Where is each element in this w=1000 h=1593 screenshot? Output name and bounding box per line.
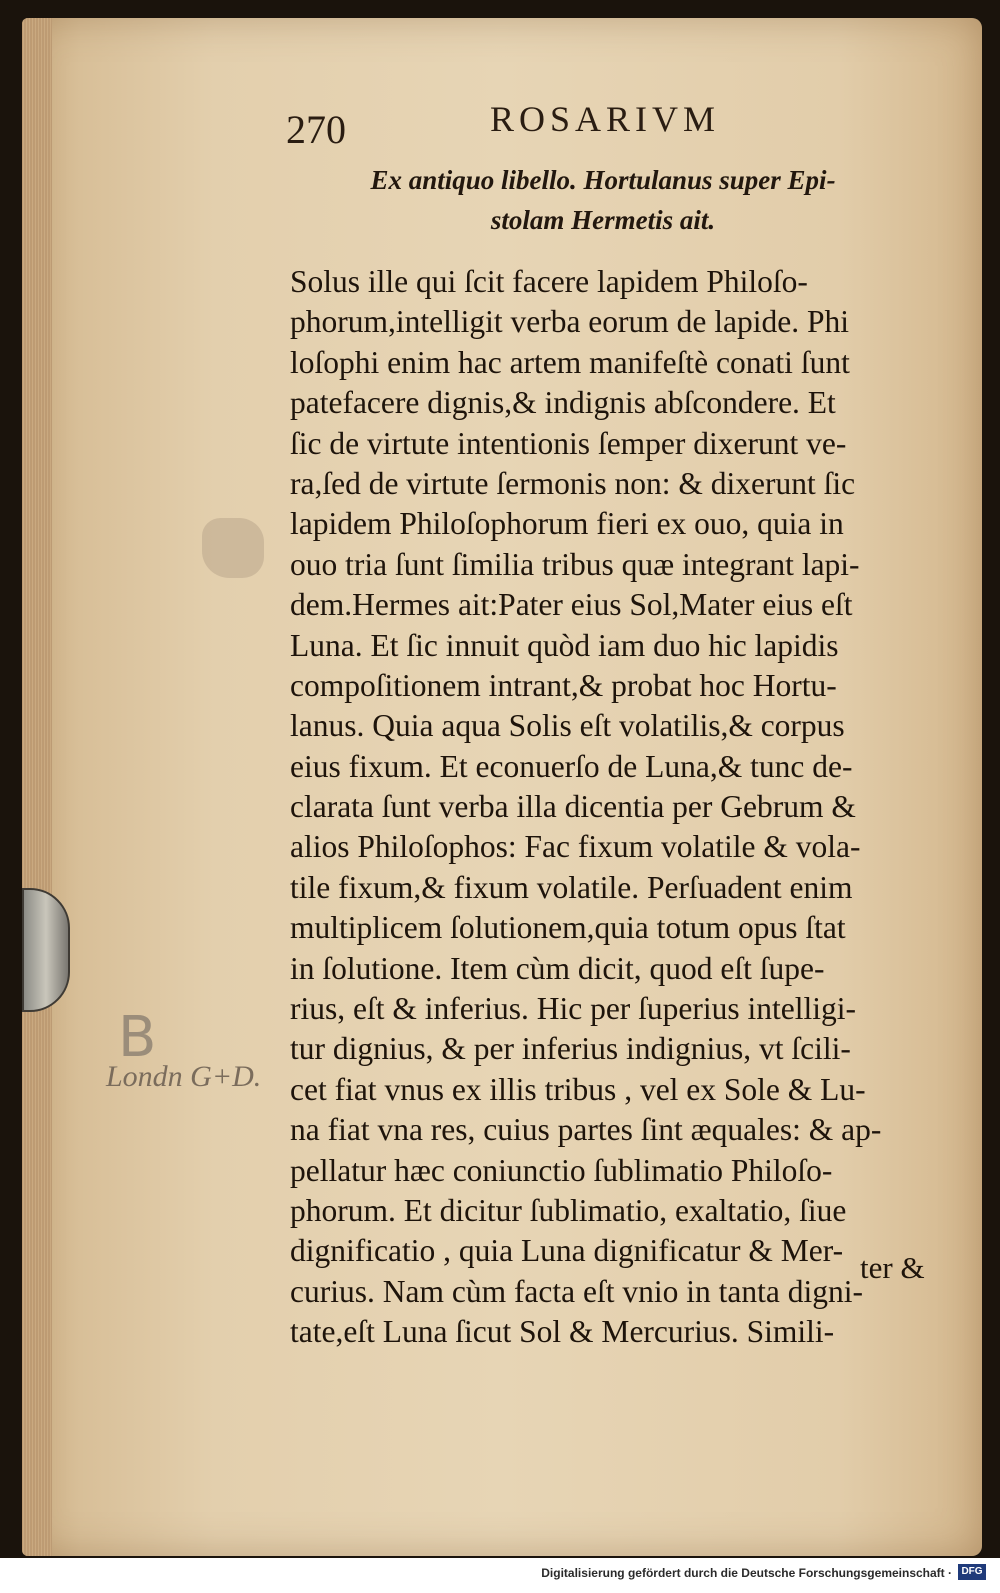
heading-line: stolam Hermetis ait. [490, 205, 716, 235]
text-line: tur dignius, & per inferius indignius, vt ſcili- [290, 1031, 851, 1067]
text-line: tile fixum,& fixum volatile. Perſuadent enim [290, 869, 853, 905]
marginal-mark: B [118, 1005, 157, 1070]
catchword: ter & [860, 1250, 925, 1285]
section-heading [318, 160, 888, 240]
book-clasp [22, 888, 70, 1012]
text-line: patefacere dignis,& indignis abſcondere. Et [290, 385, 836, 421]
text-line: cet fiat vnus ex illis tribus , vel ex Sole & Lu- [290, 1071, 866, 1107]
page-edges [22, 18, 52, 1556]
text-line: Luna. Et ſic innuit quòd iam duo hic lapidis [290, 627, 839, 663]
text-line: curius. Nam cùm facta eſt vnio in tanta digni- [290, 1273, 863, 1309]
text-line: rius, eſt & inferius. Hic per ſuperius intelligi- [290, 991, 857, 1027]
text-line: phorum,intelligit verba eorum de lapide. Phi [290, 304, 850, 340]
text-line: ra,ſed de virtute ſermonis non: & dixerunt ſic [290, 465, 856, 501]
text-line: pellatur hæc coniunctio ſublimatio Philoſo- [290, 1152, 833, 1188]
text-line: lanus. Quia aqua Solis eſt volatilis,& corpus [290, 708, 845, 744]
footer-credit: Digitalisierung gefördert durch die Deutsche Forschungsgemeinschaft · [541, 1566, 952, 1580]
text-line: Solus ille qui ſcit facere lapidem Philoſo- [290, 264, 808, 299]
text-line: clarata ſunt verba illa dicentia per Gebrum & [290, 789, 856, 825]
running-head: ROSARIVM [490, 99, 721, 139]
text-line: ouo tria ſunt ſimilia tribus quæ integrant lapi- [290, 546, 860, 582]
text-line: eius fixum. Et econuerſo de Luna,& tunc de- [290, 748, 853, 784]
text-line: tate,eſt Luna ſicut Sol & Mercurius. Simili- [290, 1314, 835, 1350]
text-line: alios Philoſophos: Fac fixum volatile & vola- [290, 829, 861, 865]
text-line: multiplicem ſolutionem,quia totum opus ſtat [290, 910, 846, 946]
page-number: 270 [286, 107, 346, 152]
text-line: dignificatio , quia Luna dignificatur & Mer- [290, 1233, 844, 1269]
text-line: phorum. Et dicitur ſublimatio, exaltatio, ſiue [290, 1192, 847, 1228]
heading-line: Ex antiquo libello. Hortulanus super Epi- [370, 165, 836, 195]
text-line: lapidem Philoſophorum fieri ex ouo, quia in [290, 506, 844, 542]
text-line: compoſitionem intrant,& probat hoc Hortu- [290, 667, 837, 703]
footer-bar [0, 1558, 1000, 1593]
paper-stain [202, 518, 264, 578]
text-line: loſophi enim hac artem manifeſtè conati ſunt [290, 344, 850, 380]
text-line: ſic de virtute intentionis ſemper dixerunt ve- [290, 425, 847, 461]
dfg-logo: DFG [958, 1564, 986, 1580]
body-text [290, 262, 930, 1353]
marginal-note: Londn G+D. [106, 1060, 262, 1093]
text-line: na fiat vna res, cuius partes ſint æquales: & ap- [290, 1112, 882, 1148]
text-line: dem.Hermes ait:Pater eius Sol,Mater eius eſt [290, 587, 853, 623]
text-line: in ſolutione. Item cùm dicit, quod eſt ſupe- [290, 950, 825, 986]
